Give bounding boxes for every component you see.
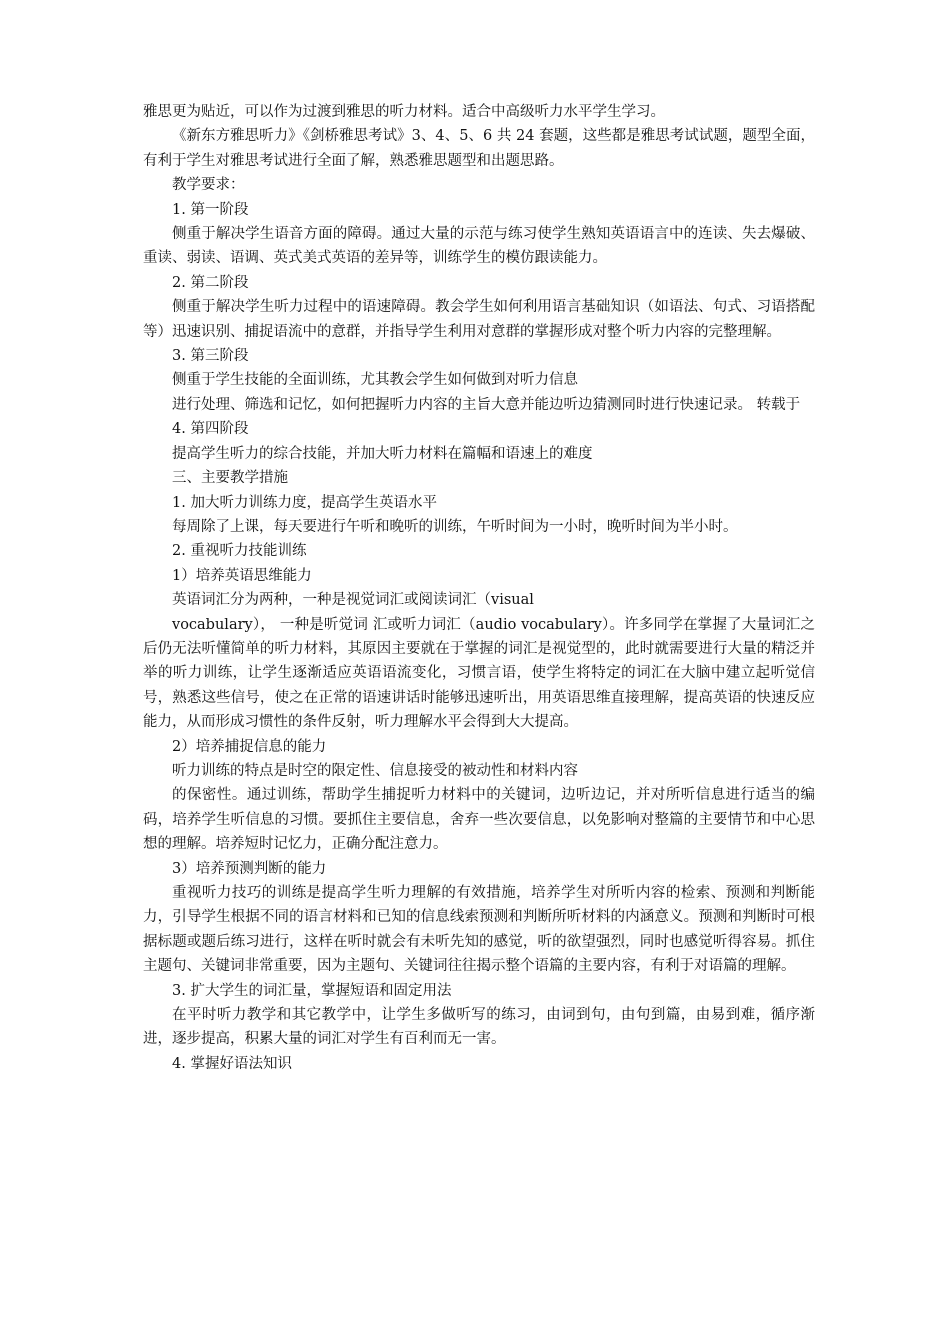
paragraph: 进行处理、筛选和记忆，如何把握听力内容的主旨大意并能边听边猜测同时进行快速记录。 转载于 bbox=[172, 396, 801, 413]
paragraph: 侧重于解决学生语音方面的障碍。通过大量的示范与练习使学生熟知英语语言中的连读、失去爆破、重读、弱读、语调、英式美式英语的差异等，训练学生的模仿跟读能力。 bbox=[143, 226, 815, 267]
document-body bbox=[143, 100, 815, 1076]
paragraph: 英语词汇分为两种，一种是视觉词汇或阅读词汇（visual bbox=[172, 592, 534, 609]
paragraph: vocabulary）， 一种是听觉词 汇或听力词汇（audio vocabulary）。许多同学在掌握了大量词汇之后仍无法听懂简单的听力材料，其原因主要就在于掌握的词汇是视觉型的，此时就需要进行大量的精泛并举的听力训练，让学生逐渐适应英语语流变化，习惯言语，使学生将特定的词汇在大脑中建立起听觉信号，熟悉这些信号，使之在正常的语速讲话时能够迅速听出，用英语思维直接理解，提高英语的快速反应能力，从而形成习惯性的条件反射，听力理解水平会得到大大提高。 bbox=[143, 616, 815, 731]
paragraph: 雅思更为贴近，可以作为过渡到雅思的听力材料。适合中高级听力水平学生学习。 bbox=[143, 104, 665, 120]
paragraph: 每周除了上课，每天要进行午听和晚听的训练，午听时间为一小时，晚听时间为半小时。 bbox=[172, 518, 738, 535]
section-heading: 教学要求： bbox=[172, 177, 245, 194]
stage-heading: 3. 第三阶段 bbox=[172, 348, 249, 365]
paragraph: 提高学生听力的综合技能，并加大听力材料在篇幅和语速上的难度 bbox=[172, 445, 593, 462]
paragraph: 的保密性。通过训练，帮助学生捕捉听力材料中的关键词，边听边记，并对所听信息进行适当的编码，培养学生听信息的习惯。要抓住主要信息，舍弃一些次要信息，以免影响对整篇的主要情节和中心思想的理解。培养短时记忆力，正确分配注意力。 bbox=[143, 787, 815, 853]
paragraph: 重视听力技巧的训练是提高学生听力理解的有效措施，培养学生对所听内容的检索、预测和判断能力，引导学生根据不同的语言材料和已知的信息线索预测和判断所听材料的内涵意义。预测和判断时可根据标题或题后练习进行，这样在听时就会有未听先知的感觉，听的欲望强烈，同时也感觉听得容易。抓住主题句、关键词非常重要，因为主题句、关键词往往揭示整个语篇的主要内容，有利于对语篇的理解。 bbox=[143, 885, 815, 975]
paragraph: 《新东方雅思听力》《剑桥雅思考试》3、4、5、6 共 24 套题，这些都是雅思考试试题，题型全面，有利于学生对雅思考试进行全面了解，熟悉雅思题型和出题思路。 bbox=[143, 128, 815, 169]
measure-heading: 3. 扩大学生的词汇量，掌握短语和固定用法 bbox=[172, 982, 452, 999]
paragraph: 侧重于学生技能的全面训练，尤其教会学生如何做到对听力信息 bbox=[172, 372, 578, 389]
section-heading: 三、主要教学措施 bbox=[172, 470, 288, 487]
paragraph: 听力训练的特点是时空的限定性、信息接受的被动性和材料内容 bbox=[172, 762, 578, 779]
measure-heading: 2. 重视听力技能训练 bbox=[172, 543, 307, 560]
measure-heading: 1. 加大听力训练力度，提高学生英语水平 bbox=[172, 494, 437, 511]
sub-heading: 1）培养英语思维能力 bbox=[172, 567, 312, 584]
sub-heading: 2）培养捕捉信息的能力 bbox=[172, 738, 327, 755]
measure-heading: 4. 掌握好语法知识 bbox=[172, 1055, 292, 1072]
stage-heading: 4. 第四阶段 bbox=[172, 421, 249, 438]
paragraph: 侧重于解决学生听力过程中的语速障碍。教会学生如何利用语言基础知识（如语法、句式、习语搭配等）迅速识别、捕捉语流中的意群，并指导学生利用对意群的掌握形成对整个听力内容的完整理解。 bbox=[143, 299, 815, 340]
stage-heading: 1. 第一阶段 bbox=[172, 201, 249, 218]
paragraph: 在平时听力教学和其它教学中，让学生多做听写的练习，由词到句，由句到篇，由易到难，循序渐进，逐步提高，积累大量的词汇对学生有百利而无一害。 bbox=[143, 1007, 815, 1048]
stage-heading: 2. 第二阶段 bbox=[172, 274, 249, 291]
sub-heading: 3）培养预测判断的能力 bbox=[172, 860, 327, 877]
